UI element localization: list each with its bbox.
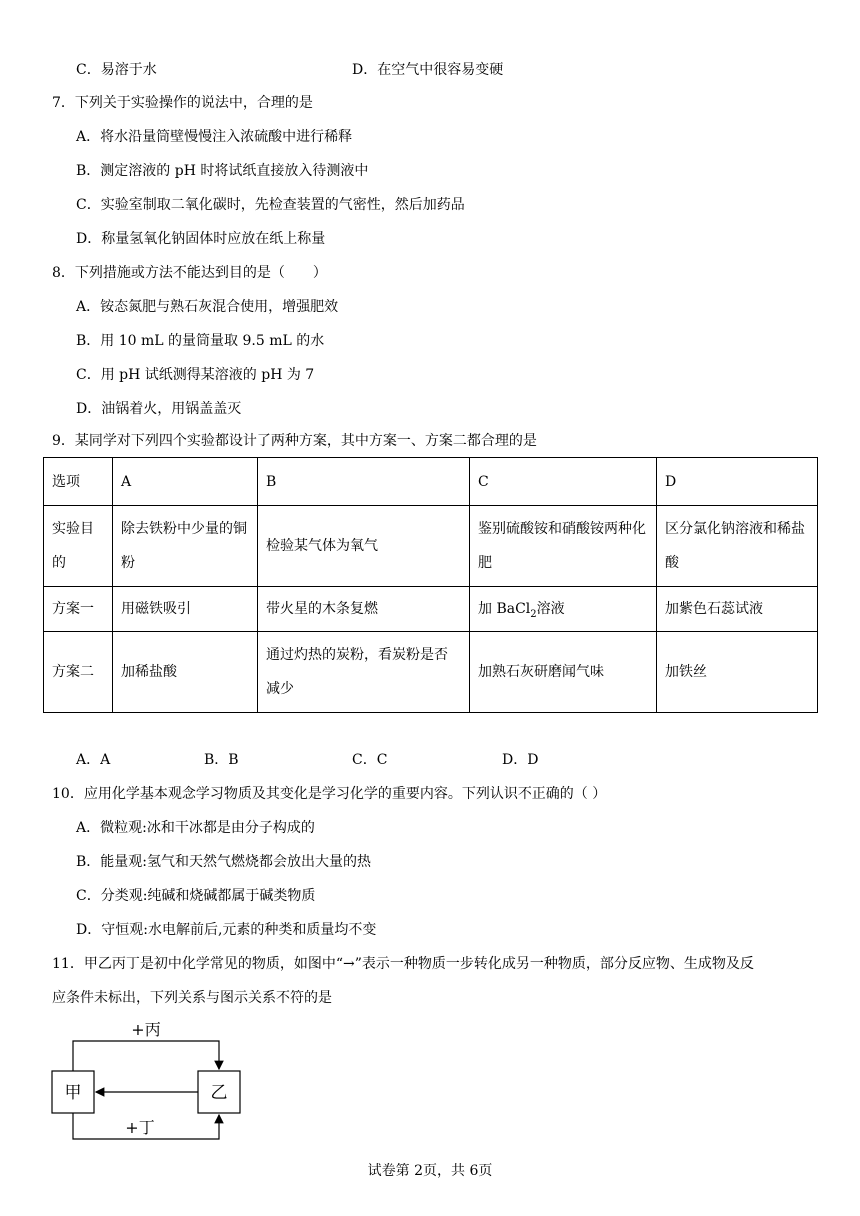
q9-choice-b: B．B: [204, 752, 239, 768]
table-cell: 检验某气体为氧气: [258, 506, 470, 587]
q11-stem-line2: 应条件未标出，下列关系与图示关系不符的是: [52, 990, 332, 1006]
q8-option-d: D．油锅着火，用锅盖盖灭: [76, 401, 242, 417]
table-cell: 鉴别硫酸铵和硝酸铵两种化肥: [470, 506, 657, 587]
q8-stem: 8．下列措施或方法不能达到目的是（ ）: [52, 265, 327, 281]
table-cell: 区分氯化钠溶液和稀盐酸: [657, 506, 818, 587]
bacl2-text: 加 BaCl: [478, 601, 531, 617]
q9-choice-c: C．C: [352, 752, 388, 768]
table-row: [44, 458, 818, 506]
q7-option-d: D．称量氢氧化钠固体时应放在纸上称量: [76, 231, 326, 247]
label-bottom: +丁: [125, 1118, 155, 1137]
box-yi-label: 乙: [210, 1083, 228, 1103]
q10-option-b: B．能量观:氢气和天然气燃烧都会放出大量的热: [76, 854, 372, 870]
table-cell: 加熟石灰研磨闻气味: [470, 632, 657, 713]
q7-option-b: B．测定溶液的 pH 时将试纸直接放入待测液中: [76, 163, 369, 179]
q6-option-c: C．易溶于水: [76, 62, 157, 78]
table-header-cell: B: [258, 458, 470, 506]
q9-table: [43, 457, 818, 713]
table-cell: 带火星的木条复燃: [258, 587, 470, 632]
table-cell: 方案二: [44, 632, 113, 713]
table-row: [44, 632, 818, 713]
q7-option-c: C．实验室制取二氧化碳时，先检查装置的气密性，然后加药品: [76, 197, 465, 213]
q8-option-c: C．用 pH 试纸测得某溶液的 pH 为 7: [76, 367, 315, 383]
q11-stem-line1: 11．甲乙丙丁是初中化学常见的物质，如图中“→”表示一种物质一步转化成另一种物质，部分反应物、生成物及反: [52, 956, 754, 972]
table-header-cell: 选项: [44, 458, 113, 506]
q8-option-b: B．用 10 mL 的量筒量取 9.5 mL 的水: [76, 333, 325, 349]
table-cell: 加稀盐酸: [113, 632, 258, 713]
table-cell: 加紫色石蕊试液: [657, 587, 818, 632]
q9-choice-d: D．D: [502, 752, 539, 768]
table-header-cell: D: [657, 458, 818, 506]
q9-choice-a: A．A: [76, 752, 111, 768]
table-header-cell: C: [470, 458, 657, 506]
q10-stem: 10．应用化学基本观念学习物质及其变化是学习化学的重要内容。下列认识不正确的（ ）: [52, 786, 607, 802]
label-top: +丙: [131, 1020, 161, 1039]
table-cell: 除去铁粉中少量的铜粉: [113, 506, 258, 587]
arrow-top: [73, 1041, 219, 1071]
q6-option-d: D．在空气中很容易变硬: [352, 62, 504, 78]
q9-stem: 9．某同学对下列四个实验都设计了两种方案，其中方案一、方案二都合理的是: [52, 433, 537, 449]
page-footer: 试卷第 2页，共 6页: [367, 1163, 493, 1179]
q10-option-d: D．守恒观:水电解前后,元素的种类和质量均不变: [76, 922, 377, 938]
solution-text: 溶液: [536, 601, 565, 617]
q11-diagram: [40, 1015, 270, 1150]
table-cell: 用磁铁吸引: [113, 587, 258, 632]
q7-option-a: A．将水沿量筒壁慢慢注入浓硫酸中进行稀释: [76, 129, 353, 145]
box-jia-label: 甲: [64, 1083, 82, 1103]
q10-option-a: A．微粒观:冰和干冰都是由分子构成的: [76, 820, 315, 836]
table-cell: 实验目的: [44, 506, 113, 587]
table-row: [44, 506, 818, 587]
table-header-cell: A: [113, 458, 258, 506]
subscript-2: 2: [530, 608, 537, 620]
table-row: [44, 587, 818, 632]
table-cell: [470, 587, 657, 632]
table-cell: 通过灼热的炭粉，看炭粉是否减少: [258, 632, 470, 713]
q10-option-c: C．分类观:纯碱和烧碱都属于碱类物质: [76, 888, 316, 904]
table-cell: 方案一: [44, 587, 113, 632]
q8-option-a: A．铵态氮肥与熟石灰混合使用，增强肥效: [76, 299, 339, 315]
q7-stem: 7．下列关于实验操作的说法中，合理的是: [52, 95, 313, 111]
table-cell: 加铁丝: [657, 632, 818, 713]
